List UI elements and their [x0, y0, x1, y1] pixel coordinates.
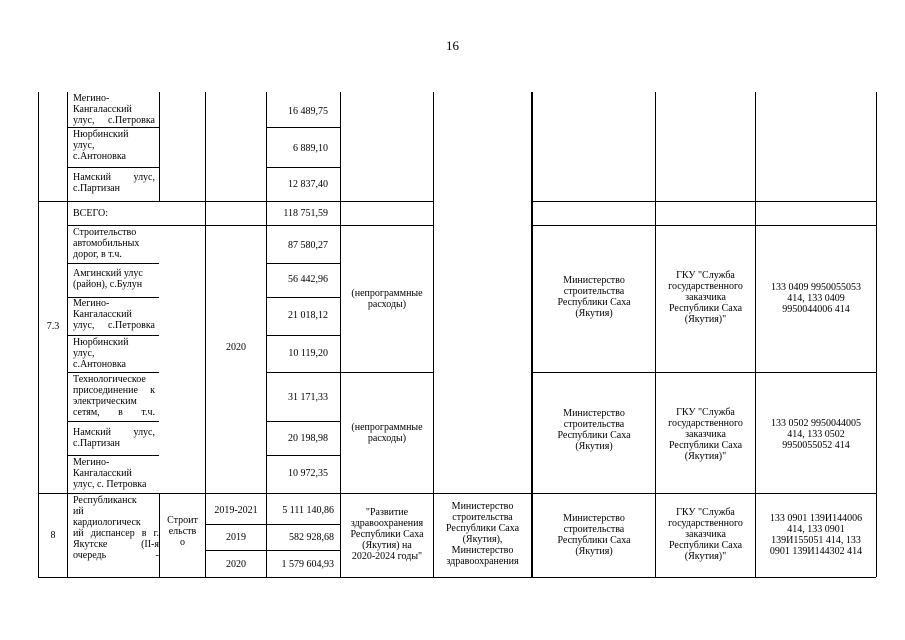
item-name: Нюрбинский улус, с.Антоновка — [73, 337, 129, 370]
period-year: 2019 — [226, 532, 246, 543]
row-year: 2020 — [226, 342, 246, 353]
district-amount: 12 837,40 — [288, 179, 328, 190]
budget-codes: 133 0502 9950044005 414, 133 0502 9950055052 414 — [771, 418, 861, 451]
program-text: (непрограммные расходы) — [351, 422, 423, 444]
period-year: 2019-2021 — [214, 505, 258, 516]
item-name: Строительство автомобильных дорог, в т.ч. — [73, 227, 140, 260]
row-number: 7.3 — [46, 321, 60, 332]
item-amount: 10 972,35 — [288, 468, 328, 479]
customer-text: ГКУ "Служба государственного заказчика Республики Саха (Якутия)" — [668, 507, 743, 562]
item-amount: 87 580,27 — [288, 240, 328, 251]
item-amount: 21 018,12 — [288, 310, 328, 321]
item-amount: 31 171,33 — [288, 392, 328, 403]
period-year: 2020 — [226, 559, 246, 570]
item-name: Мегино- Кангаласский улус, с.Петровка — [73, 298, 155, 331]
total-amount: 118 751,59 — [283, 208, 328, 219]
item-name: Технологическое присоединение к электрическим сетям, в т.ч. — [73, 374, 155, 418]
district-name: Нюрбинский улус, с.Антоновка — [73, 129, 129, 162]
item-name: Амгинский улус (район), с.Булун — [73, 268, 143, 290]
district-name: Мегино- Кангаласский улус, с.Петровка — [73, 93, 155, 126]
budget-codes: 133 0409 9950055053 414, 133 0409 9950044006 414 — [771, 282, 861, 315]
item-amount: 20 198,98 — [288, 433, 328, 444]
item-amount: 10 119,20 — [288, 348, 328, 359]
total-label: ВСЕГО: — [73, 208, 108, 219]
district-amount: 16 489,75 — [288, 106, 328, 117]
customer-text: ГКУ "Служба государственного заказчика Республики Саха (Якутия)" — [668, 270, 743, 325]
responsible-text: Министерство строительства Республики Саха (Якутия), Министерство здравоохранения — [445, 501, 520, 567]
page-number: 16 — [446, 38, 459, 53]
period-amount: 582 928,68 — [289, 532, 334, 543]
item-name: Мегино- Кангаласский улус, с. Петровка — [73, 457, 147, 490]
customer-text: ГКУ "Служба государственного заказчика Республики Саха (Якутия)" — [668, 407, 743, 462]
row-number: 8 — [50, 530, 56, 541]
object-name: Республиканск ий кардиологическ ий диспансер в г. Якутске (II-я очередь - — [73, 495, 159, 561]
district-name: Намский улус, с.Партизан — [73, 172, 155, 194]
budget-codes: 133 0901 139И144006 414, 133 0901 139И155051 414, 133 0901 139И144302 414 — [769, 513, 863, 557]
object-type: Строит ельств о — [167, 515, 198, 548]
item-amount: 56 442,96 — [288, 274, 328, 285]
ministry-text: Министерство строительства Республики Саха (Якутия) — [557, 275, 631, 319]
district-amount: 6 889,10 — [293, 143, 328, 154]
program-text: "Развитие здравоохранения Республики Саха (Якутия) на 2020-2024 годы" — [350, 507, 424, 562]
ministry-text: Министерство строительства Республики Саха (Якутия) — [557, 408, 631, 452]
item-name: Намский улус, с.Партизан — [73, 427, 155, 449]
period-amount: 1 579 604,93 — [281, 559, 334, 570]
period-amount: 5 111 140,86 — [282, 505, 334, 516]
program-text: (непрограммные расходы) — [351, 288, 423, 310]
ministry-text: Министерство строительства Республики Саха (Якутия) — [557, 513, 631, 557]
